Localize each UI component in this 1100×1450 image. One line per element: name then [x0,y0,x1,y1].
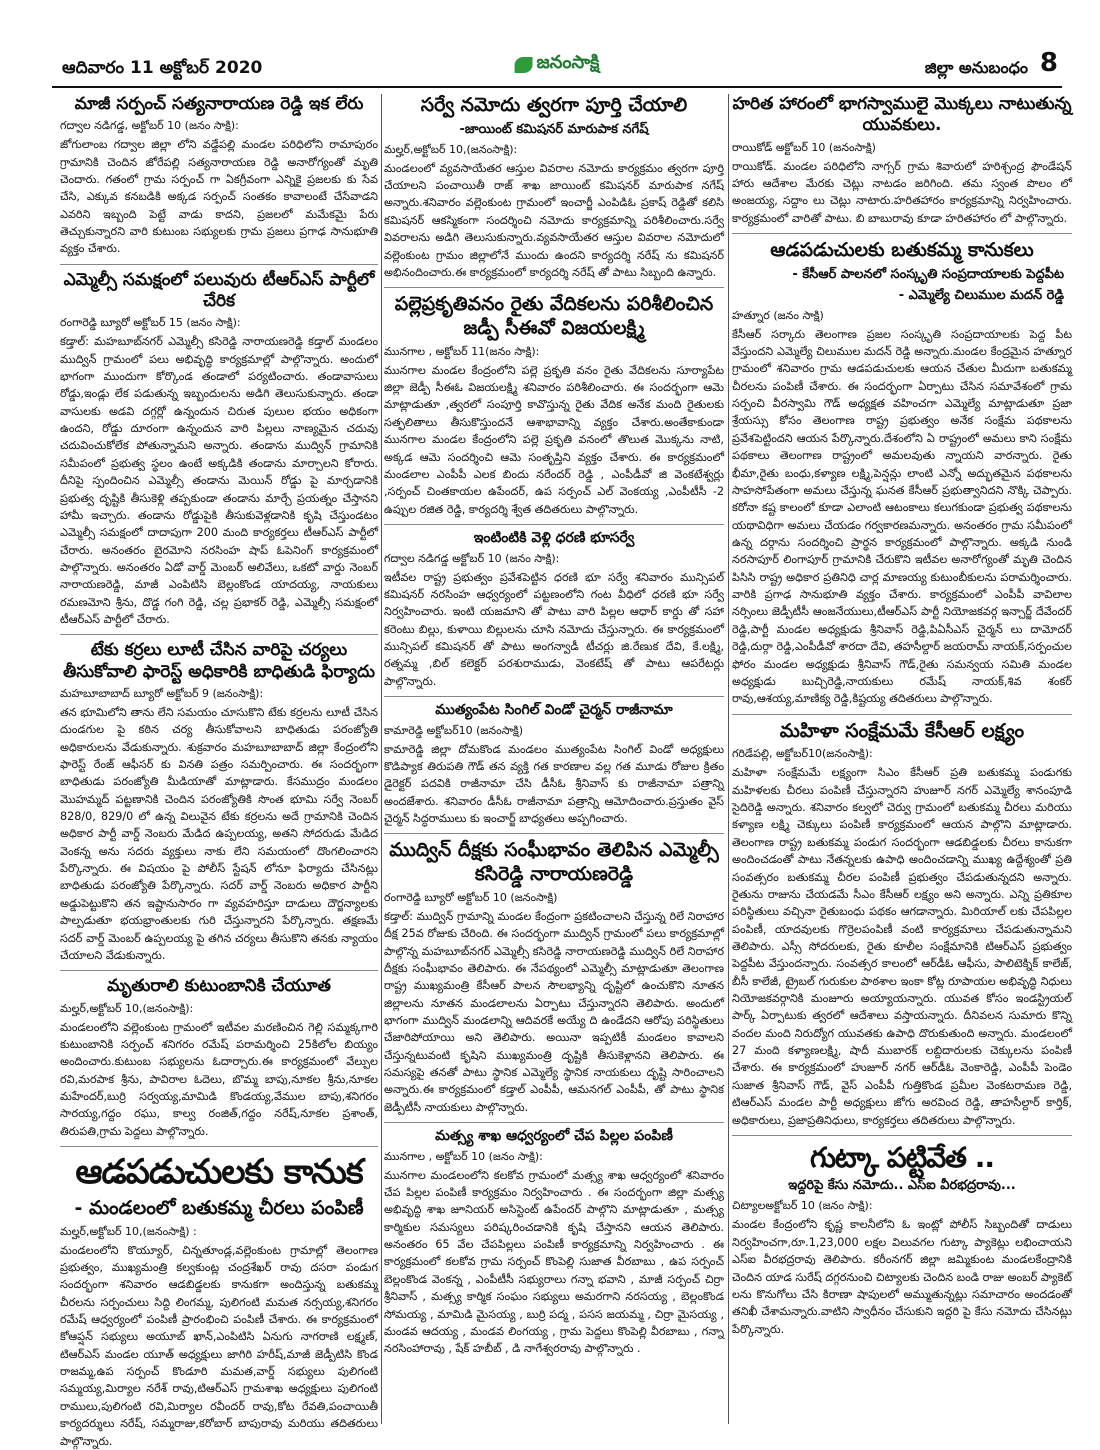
divider [384,1122,724,1123]
article-headline: గుట్కా పట్టివేత .. [810,1140,994,1174]
article-headline: మత్స్య శాఖ ఆధ్వర్యంలో చేప పిల్లల పంపిణీ [435,1128,673,1145]
article [732,239,1072,708]
article-headline: ఆడపడుచులకు కానుక [75,1152,363,1193]
leaf-icon [515,57,533,73]
article-dateline: గరిడేపల్లి, అక్టోబర్10(జనంసాక్షి): [732,747,873,761]
column-left [60,92,378,1448]
article [732,94,1072,227]
article [384,1128,724,1357]
header-rule [52,86,1062,88]
logo-text: జనంసాక్షి [536,52,600,73]
article-dateline: మల్హర్,అక్టోబర్ 10,(జనంసాక్షి): [60,1001,194,1015]
article-dateline: మల్హర్,అక్టోబర్ 10,(జనంసాక్షి): [384,142,518,156]
article [384,94,724,281]
article-body: మండలంలోని వల్లెంకుంట గ్రామంలో ఇటీవల మరణించిన గెల్లి సమ్మక్కగారి కుటుంబానికి సర్పంచ్ శనిగరం రమేష్ పరామర్శించి 25కిలోల బియ్యం అందించారు.కుటుంబ సభ్యులను ఓదార్చారు.ఈ కార్యక్రమంలో వేల్పుల రవి,మరపాక శ్రీను, పావిరాల ఓదెలు, బొమ్మ బాపు,నూకల శ్రీను,నూకల మహేందర్,బుర్రి సర్వయ్య,మామిడి కొండయ్య,వేముల బాపు,శనిగరం సారయ్య,గద్దం రఘు, కాల్వ రంజిత్,గద్దం నరేష్,నూకల ప్రశాంత్, తిరుపతి,గ్రామ పెద్దలు పాల్గొన్నారు. [60,1020,378,1138]
article [732,720,1072,1129]
column-right [732,92,1072,1432]
article-body: మునగాల మండల కేంద్రంలోని పల్లె ప్రకృతి వనం రైతు వేదికలను సూర్యాపేట జిల్లా జెడ్పీ సీఈఓ విజయలక్ష్మి శనివారం పరిశీలించారు. ఈ సందర్భంగా ఆమె మాట్లాడుతూ ,త్వరలో సంపూర్తి కావొస్తున్న రైతు వేదిక అనేక మంది రైతులకు సత్ఫలితాలు తీసుకొస్తుందనే ఆశాభావాన్ని వ్యక్తం చేశారు.అంతేకాకుండా మునగాల మండల కేంద్రంలోని పల్లె ప్రకృతి వనంలో తొలుత మొక్కను నాటి, అక్కడ ఆమె సందర్శించి ఆమె సంతృప్తిని వ్యక్తం చేశారు. ఈ కార్యక్రమంలో మండలాల ఎంపీపీ ఎలక బిందు నరేందర్ రెడ్డి , ఎంపీడీవో జి వెంకటేశ్వర్లు ,సర్పంచ్ చింతకాయల ఉపేందర్, ఉప సర్పంచ్ ఎల్ వెంకయ్య ,ఎంపీటీసీ -2 ఉప్పుల రజిత రెడ్డి, కార్యదర్శి శ్వేత తదితరులు పాల్గొన్నారు. [384,363,724,516]
article [732,1141,1072,1338]
article-dateline: మునగాల , అక్టోబర్ 10 (జనం సాక్షి): [384,1149,543,1163]
article-headline: ముద్విన్ దీక్షకు సంఘీభావం తెలిపిన ఎమ్మెల్సీ కసిరెడ్డి నారాయణరెడ్డి [389,839,719,886]
divider [732,1135,1072,1136]
article-headline: ఎమ్మెల్సీ సమక్షంలో పలువురు టీఆర్ఎస్ పార్టీలో చేరిక [63,269,375,312]
article-dateline: మునగాల , అక్టోబర్ 11(జనం సాక్షి): [384,344,540,358]
article-headline: ముత్యంపేట సింగిల్ విండో చైర్మన్ రాజీనామా [435,702,673,719]
article-body: మహిళా సంక్షేమమే లక్ష్యంగా సిఎం కేసీఆర్ ప్రతి బతుకమ్మ పండుగకు మహిళలకు చీరలు పంపిణీ చేస్తున్నారని హుజూర్ నగర్ ఎమ్మెల్యే శానంపూడి సైదిరెడ్డి అన్నారు. శనివారం కల్వలో చెర్వు గ్రామంలో బతుకమ్మ చీరలు మరియు కళ్యాణ లక్ష్మి చెక్కులు పంపిణీ కార్యక్రమంలో ఆయన పాల్గొని మాట్లాడారు. తెలంగాణ రాష్ట్ర బతుకమ్మ పండుగ సందర్భంగా ఆడబిడ్డలకు చీరలు కానుకగా అందించడంతో పాటు నేతన్నలకు ఉపాధి అందించడాన్ని ముఖ్య ఉద్దేశ్యంతో ప్రతి సంవత్సరం బతుకమ్మ చీరల పంపిణీ ప్రభుత్వం చేపడుతున్నదని అన్నారు. రైతును రాజును చేయడమే సీఎం కేసీఆర్ లక్ష్యం అని అన్నారు. ఎన్ని ప్రతికూల పరిస్థితులు వచ్చినా రైతుబంధు పథకం ఆగడాన్నారు. మిరియాల్ లకు చేపపిల్లల పంపిణీ, యాదవులకు గొర్రెలపంపిణీ వంటి కార్యక్రమాలు చేపడుతున్నామని తెలిపారు. ఎస్సీ సోదరులకు, రైతు కూలీల సంక్షేమానికి టిఆర్ఎస్ ప్రభుత్వం పెద్దపీట వేస్తుందన్నారు. సంవత్సర కాలంలో ఆర్‌డీఓ ఆఫీసు, పాలిటెక్నిక్ కాలేజ్, బీసీ కాలేజీ, ట్రైబల్ గురుకుల పాఠశాల ఇంకా కోట్ల రూపాయల అభివృద్ధి నిధులు నియోజకవర్గానికి మంజూరు అయ్యాయన్నారు. యువత కోసం ఇండస్ట్రియల్ పార్క్ ఏర్పాటుకు త్వరలో ఆదేశాలు వస్తాయన్నారు. దీనివలన సుమారు కొన్ని వందల మంది నిరుద్యోగ యువతకు ఉపాధి దొరుకుతుంది అన్నారు. మండలంలో 27 మంది కళ్యాణలక్ష్మి, షాదీ ముబారక్ లబ్దిదారులకు చెక్కులను పంపిణీ చేశారు. ఈ కార్యక్రమంలో హుజూర్ నగర్ ఆర్‌డీఓ వెంకారెడ్డి, ఎంపీపీ పెండెం సుజాత శ్రీనివాస్ గౌడ్, వైస్ ఎంపీపీ గుత్తికొండ ప్రమీల వెంకటరామణ రెడ్డి, టిఆర్ఎస్ మండల పార్టీ అధ్యక్షులు జోగు అరవింద రెడ్డి, తాహసీల్దార్ కార్తిక్, అధికారులు, ప్రజాప్రతినిధులు, కార్యకర్తలు తదితరులు పాల్గొన్నారు. [732,766,1072,1127]
article [384,530,724,690]
divider [732,233,1072,234]
divider [384,696,724,697]
page-header [52,44,1062,88]
article-headline: మహిళా సంక్షేమమే కేసీఆర్ లక్ష్యం [779,719,1025,742]
article [60,270,378,629]
divider [60,634,378,635]
article-dateline: రంగారెడ్డి బ్యూరో అక్టోబర్ 15 (జనం సాక్షి): [60,316,241,330]
article-headline: సర్వే నమోదు త్వరగా పూర్తి చేయాలి [420,94,688,116]
column-divider [381,94,382,1424]
page-number: 8 [1039,48,1058,78]
article-subhead: ఇద్దరిపై కేసు నమోదు.. ఎస్ఐ వీరభద్రరావు... [788,1178,1016,1194]
article [384,702,724,827]
article-body: కేసీఆర్ సర్కారు తెలంగాణ ప్రజల సంస్కృతి సంప్రదాయాలకు పెద్ద పీట వేస్తుందని ఎమ్మెల్యే చిలుముల మదన్ రెడ్డి అన్నారు.మండల కేంద్రమైన హత్నూర గ్రామంలో శనివారం గ్రామ ఆడపడుచులకు ఆయన చేతుల మీదుగా బతుకమ్మ చీరలను పంపిణీ చేశారు. ఈ సందర్భంగా ఏర్పాటు చేసిన సమావేశంలో గ్రామ సర్పంచి వీరస్వామి గౌడ్ అధ్యక్షత వహించగా ఎమ్మెల్యే మాట్లాడుతూ ప్రజా శ్రేయస్సు కోసం తెలంగాణ రాష్ట్ర ప్రభుత్వం అనేక సంక్షేమ పథకాలను ప్రవేశపెట్టిందని ఆయన పేర్కొన్నారు.దేశంలోని ఏ రాష్ట్రంలో అమలు కాని సంక్షేమ పథకాలు తెలంగాణ రాష్ట్రంలో అమలవుతు న్నాయని వారన్నారు. రైతు భీమా,రైతు బంధు,కళ్యాణ లక్ష్మి,పెన్షన్లు లాంటి ఎన్నో అద్భుతమైన పథకాలను సాహసోపేతంగా అమలు చేస్తున్న ఘనత కేసీఆర్ ప్రభుత్వానిదని నొక్కి చెప్పారు. కరోనా కష్ట కాలంలో కూడా ఎలాంటి ఆటంకాలు కలుగకుండా ప్రభుత్వ పథకాలను యథావిధిగా అమలు చేయడం గర్వకారణమన్నారు. అనంతరం గ్రామ సమీపంలో ఉన్న దర్గాను సందర్శించి ప్రార్థన కార్యక్రమంలో పాల్గొన్నారు. అక్కడి నుండి నరసాపూర్ లింగాపూర్ గ్రామానికి చేరుకొని ఇటీవల అనారోగ్యంతో మృతి చెందిన పిసిసి రాష్ట్ర అధికార ప్రతినిధి చార్ల మాణయ్య కుటుంబీకులను పరామర్శించారు. వారికి ప్రగాఢ సానుభూతి వ్యక్తం చేశారు. కార్యక్రమంలో ఎంపీపీ వావిలాల నర్సింలు జెడ్పీటీసీ ఆంజనేయులు,టీఆర్ఎస్ పార్టీ నియోజకవర్గ ఇన్చార్జ్ దేవేందర్ రెడ్డి,పార్టీ మండల అధ్యక్షుడు శ్రీనివాస్ రెడ్డి,పిఏసీఎస్ చైర్మన్ లు దామోదర్ రెడ్డి,దుర్గా రెడ్డి,ఎంపీడీవో శారదా దేవి, తహసీల్దార్ జయరామ్ నాయక్,సర్పంచుల ఫోరం మండల అధ్యక్షుడు శ్రీనివాస్ గౌడ్,రైతు సమన్వయ సమితి మండల అధ్యక్షుడు బుచ్చిరెడ్డి,నాయకులు రమేష్ నాయక్,శివ శంకర్ రావు,ఆశయ్య,మాణిక్య రెడ్డి,కిష్టయ్య తదితరులు పాల్గొన్నారు. [732,327,1072,706]
divider [384,287,724,288]
article-headline: హరిత హారంలో భాగస్వాములై మొక్కలు నాటుతున్న యువకులు. [732,94,1072,136]
article [60,94,378,258]
article [60,1152,378,1450]
section-name: జిల్లా అనుబంధం [924,58,1028,77]
article [384,839,724,1116]
article-body: మండల కేంద్రంలోని కృష్ణ కాలనీలోని ఓ ఇంట్లో పోలీస్ సిబ్బందితో దాడులు నిర్వహించగా,రూ.1,23,000 లక్షల విలువగల గుట్కా ప్యాకెట్లు లభించాయని ఎస్ఐ వీరభద్రరావు తెలిపారు. కరీంనగర్ జిల్లా జమ్మికుంట మండలకేంద్రానికి చెందిన యాడ సురేష్ దగ్గరనుంచి చిట్యాలకు చెందిన బండి రాజు అంబర్ ప్యాకెట్ లను కొనుగోలు చేసి కిరాణా షాపులలో అమ్ముతున్నట్లు సమాచారం అందడంతో తనిఖీ చేశామన్నారు.వాటిని స్వాధీనం చేసుకుని ఇద్దరి పై కేసు నమోదు చేసినట్లు పేర్కొన్నారు. [732,1218,1072,1336]
divider [60,264,378,265]
article-headline: టేకు కర్రలు లూటీ చేసిన వారిపై చర్యలు తీసుకోవాలి ఫారెస్ట్ అధికారికి బాధితుడి ఫిర్యాదు [63,640,375,682]
article-dateline: హత్నూర (జనం సాక్షి) [732,308,824,322]
masthead-logo [515,52,600,77]
article-dateline: రంగారెడ్డి బ్యూరో అక్టోబర్ 10 (జనంసాక్షి) [384,890,558,904]
article-body: తన భూమిలోని తాను లేని సమయం చూసుకొని టేకు కర్రలను లూటీ చేసిన దుండగుల పై కఠిన చర్య తీసుకోవాలని బాధితుడు పరంజ్యోతి అధికారులను వేడుకున్నారు. శుక్రవారం మహబూబాబాద్ జిల్లా కేంద్రంలోని ఫారెస్ట్ రేంజ్ ఆఫీసర్ కు వినతి పత్రం సమర్పించారు. ఈ సందర్భంగా బాధితుడు పరంజ్యోతి మీడియాతో మాట్లాడారు. కేసముద్రం మండలం మొహమ్మద్ పట్టణానికి చెందిన పరంజ్యోతికి సొంత భూమి సర్వే నెంబర్ 828/0, 829/0 లో ఉన్న విలువైన టేకు కర్రలను అదే గ్రామానికి చెందిన అధికార పార్టీ వార్డ్ నెంబరు మేడిద ఉప్పలయ్య, అతని సోదరుడు మేడిద వెంకన్న అను సదరు వ్యక్తులు నాకు లేని సమయంలో దొంగలించారని పేర్కొన్నారు. ఈ విషయం పై పోలీస్ స్టేషన్ లోనూ ఫిర్యాదు చేసినట్లు బాధితుడు పరంజ్యోతి పేర్కొన్నారు. సదర్ వార్డ్ నెంబరు అధికార పార్టీని అడ్డుపెట్టుకొని తన ఇష్టానుసారం గా వ్యవహరిస్తూ దాడులు దౌర్జన్యాలకు పాల్పడుతూ భయభ్రాంతులకు గురి చేస్తున్నారని పేర్కొన్నారు. తక్షణమే సదర్ వార్డ్ మెంబర్ ఉప్పలయ్య పై తగిన చర్యలు తీసుకొని తనకు న్యాయం చేయాలని వేడుకున్నారు. [60,705,378,962]
article-headline: ఇంటింటికి వెళ్లి ధరణి భూసర్వే [473,530,635,546]
article-body: మండలంలోని కొయ్యూర్, చిన్నతూండ్ల,వల్లెంకుంట గ్రామాల్లో తెలంగాణ ప్రభుత్వం, ముఖ్యమంత్రి కల్వకుంట్ల చంద్రశేఖర్ రావు దసరా పండుగ సందర్భంగా శనివారం ఆడబిడ్డలకు కానుకగా అందిస్తున్న బతుకమ్మ చీరలను సర్పంచులు సిద్ది లింగమ్మ, పులిగంటి మమత నర్సయ్య,శనిగరం రమేష్ ఆధ్వర్యంలో పంపిణీ ప్రారంభించి పంపిణీ చేశారు. ఈ కార్యక్రమంలో కోఆప్షన్ సభ్యులు అయూబ్ ఖాన్,ఎంపిటిసి ఏనుగు నాగరాణి లక్ష్మణ్, టిఆర్ఎస్ మండల యూత్ అధ్యక్షులు జాగిరి హరీష్,మాజీ జెడ్పీటిసి కొండ రాజమ్మ,ఉప సర్పంచ్ కొండూరి మమత,వార్డ్ సభ్యులు పులిగంటి సమ్మయ్య,మిర్యాల నరేశ్ రావు,టిఆర్ఎస్ గ్రామశాఖ అధ్యక్షులు పులిగంటి రాములు,పులిగంటి రవి,మిర్యాల రవీందర్ రావు,కోట రేవతి,పంచాయితీ కార్యదర్శులు నరేష్, సమ్మరాజు,కరోబార్ బాపురావు మరియు తదితరులు పాల్గొన్నారు. [60,1243,378,1448]
article-dateline: రాయికోడ్ అక్టోబర్ 10 (జనంసాక్షి) [732,140,876,154]
divider [60,1146,378,1147]
column-middle [384,92,724,1432]
article-headline: పల్లెప్రకృతివనం రైతు వేదికలను పరిశీలించిన జడ్పీ సీఈవో విజయలక్ష్మి [394,293,714,340]
divider [60,970,378,971]
divider [384,524,724,525]
divider [384,833,724,834]
article-body: కడ్తాల్: ముద్విన్ గ్రామాన్ని మండల కేంద్రంగా ప్రకటించాలని చేస్తున్న రిలే నిరాహార దీక్ష 25వ రోజుకు చేరింది. ఈ సందర్భంగా ముద్విన్ గ్రామంలో పలు కార్యక్రమాల్లో పాల్గొన్న మహబూబ్‌నగర్ ఎమ్మెల్సీ కసిరెడ్డి నారాయణరెడ్డి ముద్విన్ రిలే నిరాహార దీక్షకు సంఘీభావం తెలిపారు. ఈ నేపథ్యంలో ఎమ్మెల్సీ మాట్లాడుతూ తెలంగాణ రాష్ట్ర ముఖ్యమంత్రి కేసీఆర్ పాలన సౌలభ్యాన్ని దృష్టిలో ఉంచుకొని నూతన జిల్లాలను నూతన మండలాలను ఏర్పాటు చేస్తున్నారని తెలిపారు. అందులో భాగంగా ముద్విన్ మండలాన్ని ఆదివరకే అయ్యే ది ఉండేదని ఆరోపు పరిస్థితులు చేజారిపోయాయి అని తెలిపారు. అయినా ఇప్పటికీ మండలం కావాలని చేస్తున్నటువంటి కృషిని ముఖ్యమంత్రి దృష్టికి తీసుకెళ్లానని తెలిపారు. ఈ సమస్యపై తనతో పాటు స్థానిక ఎమ్మెల్యే స్థానిక నాయకులు దృష్టి సారించాలని అన్నారు.ఈ కార్యక్రమంలో కడ్తాల్ ఎంపీపీ, ఆమనగల్ ఎంపీపీ, తో పాటు స్థానిక జెడ్పీటీసీ నాయకులు పాల్గొన్నారు. [384,909,724,1114]
divider [732,714,1072,715]
article-dateline: కామారెడ్డి అక్టోబర్10 (జనంసాక్షి) [384,723,524,737]
article-dateline: మహబూబాబాద్ బ్యూరో అక్టోబర్ 9 (జనంసాక్షి): [60,686,264,700]
article-body: రాయికోడ్. మండల పరిధిలోని నాగ్సర్ గ్రామ శివారులో హరిశ్చంద్ర ఫౌండేషన్ హారు ఆదేశాల మేరకు చెట్లు నాటడం జరిగింది. తమ స్వంత పొలం లో అంజయ్య, సద్దాం లు చెట్లు నాటారు.హరితహారం కార్యక్రమాన్ని నిర్వహించారు. కార్యక్రమంలో వారితో పాటు. బి బాబురావు కూడా హరితహారం లో పాల్గొన్నారు. [732,159,1072,225]
edition-date: ఆదివారం 11 అక్టోబర్ 2020 [62,58,263,78]
article-dateline: మల్హర్,అక్టోబర్ 10,(జనంసాక్షి) : [60,1224,197,1238]
article [384,293,724,518]
article-body: కడ్తాల్: మహబూబ్‌నగర్ ఎమ్మెల్సీ కసిరెడ్డి నారాయణరెడ్డి కడ్తాల్ మండలం ముద్విన్ గ్రామంలో పలు అభివృద్ధి కార్యక్రమాల్లో పాల్గొన్నారు. అందులో భాగంగా ముందుగా కోర్కొండ తండాలో పర్యటించారు. తండావాసులు రోడ్డు,ఇండ్లు లేక పడుతున్న ఇబ్బందులను అడిగి తెలుసుకున్నారు. తండా వాసులకు అడవి దగ్గర్లో ఉన్నందున చిరుత పులుల భయం అధికంగా ఉందని, రోడ్డు దూరంగా ఉన్నందున వారి పిల్లలు నాణ్యమైన చదువు చదువించుకోలేక పోతున్నామని అన్నారు. తండాను ముద్విన్ గ్రామానికి సమీపంలో ప్రభుత్వ స్థలం ఉంటే అక్కడికి తండాను మార్చాలని కోరారు. దీనిపై స్పందించిన ఎమ్మెల్సీ తండాను మెయిన్ రోడ్డు పై మార్చడానికి ప్రభుత్వ దృష్టికి తీసుకెళ్లి తప్పకుండా తండాను మార్చే ప్రయత్నం చేస్తానని హామీ ఇచ్చారు. తండాను రోడ్డుపైకి తీసుకువెళ్లడానికి కృషి చేస్తుండటం ఎమ్మెల్సీ సమక్షంలో దాదాపుగా 200 మంది కార్యకర్తలు టీఆర్ఎస్ పార్టీలో చేరారు. అనంతరం బైరమోని నరసింహ షాప్ ఓపెనింగ్ కార్యక్రమంలో పాల్గొన్నారు. అనంతరం ఏడో వార్డ్ మెంబర్ అలివేలు, ఒకటో వార్డు నెంబర్ నారాయణరెడ్డి, మాజీ ఎంపిటిసి బెల్లంకొండ యాదయ్య, నాయకులు రమణమోని శ్రీను, దొడ్డ గంగి రెడ్డి, చల్ల ప్రభాకర్ రెడ్డి, ఎమ్మెల్సీ సమక్షంలో టీఆర్ఎస్ పార్టీలో చేరారు. [60,335,378,627]
article-subhead: - కేసీఆర్ పాలనలో సంస్కృతి సంప్రదాయాలకు పెద్దపీట [792,266,1064,282]
article-subhead: - ఎమ్మెల్యే చిలుముల మదన్ రెడ్డి [898,287,1064,303]
article-body: మునగాల మండలంలోని కలకోవ గ్రామంలో మత్స్య శాఖ ఆధ్వర్యంలో శనివారం చేప పిల్లల పంపిణీ కార్యక్రమం నిర్వహించారు . ఈ సందర్భంగా జిల్లా మత్స్య అభివృద్ధి శాఖ జూనియర్ అసిస్టెంట్ ఉపేందర్ పాల్గొని మాట్లాడుతూ , మత్స్య కార్మికుల సమస్యలు పరిష్కరించడానికి కృషి చేస్తానని ఆయన తెలిపారు. అనంతరం 65 వేల చేపపిల్లలు పంపిణీ కార్యక్రమాన్ని నిర్వహించారు . ఈ కార్యక్రమంలో కలకోవ గ్రామ సర్పంచ్ కొంపెల్లి సుజాత వీరబాబు , ఉప సర్పంచ్ బెల్లంకొండ వెంకన్న , ఎంపీటీసీ సభ్యురాలు గన్నా భవాని , మాజీ సర్పంచ్ చిర్రా శ్రీనివాస్ , మత్స్య కార్మిక సంఘం సభ్యులు అమరగాని నరసయ్య , బెల్లంకొండ సోమయ్య , మామిడి మైసయ్య , బుర్రి పద్మ , పసస జయమ్మ , చిర్రా మైసయ్య , మండవ ఆదయ్య , మండవ లింగయ్య , గ్రామ పెద్దలు కొంపెల్లి వీరబాబు , గన్నా నరసింహారావు , షేక్ హబీబ్ , డి నాగేశ్వరరావు పాల్గొన్నారు . [384,1168,724,1356]
article-headline: ఆడపడుచులకు బతుకమ్మ కానుకలు [770,238,1034,261]
article [60,976,378,1140]
article-subhead: -జాయింట్ కమిషనర్ మారుపాక నగేష్ [459,121,649,137]
article-body: జోగులాంబ గద్వాల జిల్లా లోని వడ్డేపల్లి మండల పరిధిలోని రామాపురం గ్రామానికి చెందిన జోరేపల్లి సత్యనారాయణ రెడ్డి అనారోగ్యంతో మృతి చెందారు. గతంలో గ్రామ సర్పంచ్ గా ఏకగ్రీవంగా ఎన్నికై ప్రజలకు కు సేవ చేసి, ఎక్కువ కనబడికి అక్కడ సర్పంచ్ సంతకం కావాలంటే చేసేవాడని ఎవరిని ఇబ్బంది పెట్టే వాడు కాదని, ప్రజలలో మమేకమై పేరు తెచ్చుకున్నారని వారి కుటుంబ సభ్యులకు గ్రామ ప్రజలు ప్రగాఢ సానుభూతి వ్యక్తం చేశారు. [60,138,378,256]
article-subhead: - మండలంలో బతుకమ్మ చీరలు పంపిణీ [74,1196,364,1219]
article [60,640,378,964]
article-body: మండలంలో వ్యవసాయేతర ఆస్తుల వివరాల నమోదు కార్యక్రమం త్వరగా పూర్తి చేయాలని పంచాయితీ రాజ్ శాఖ జాయింట్ కమిషనర్ మారుపాక నగేష్ అన్నారు.శనివారం వల్లెంకుంట గ్రామంలో ఇంచార్జీ ఎంపిడిఓ ప్రకాష్ రెడ్డితో కలిసి కమిషనర్ ఆకస్మికంగా సందర్శించి నమోదు కార్యక్రమాన్ని పరిశీలించారు.సర్వే వివరాలను అడిగి తెలుసుకున్నారు.వ్యవసాయేతర ఆస్తుల వివరాల నమోదులో వల్లెంకుంట గ్రామం జిల్లాలోనే ముందు ఉందని కార్యదర్శి నరేష్ ను కమిషనర్ అభినందించారు.ఈ కార్యక్రమంలో కార్యదర్శి నరేష్ తో పాటు సిబ్బంది ఉన్నారు. [384,161,724,279]
article-dateline: గద్వాల నడిగడ్డ, అక్టోబర్ 10 (జనం సాక్షి): [60,119,239,133]
column-divider [728,94,729,1424]
article-dateline: గద్వాల నడిగడ్డ అక్టోబర్ 10 (జనం సాక్షి): [384,551,560,565]
article-dateline: చిట్యాలఅక్టోబర్ 10 (జనం సాక్షి): [732,1199,873,1213]
article-body: ఇటీవల రాష్ట్ర ప్రభుత్వం ప్రవేశపెట్టిన ధరణి భూ సర్వే శనివారం మున్సిపల్ కమిషనర్ నరసింహ ఆధ్వర్యంలో పట్టణంలోని గంట వీధిలో ధరణి భూ సర్వే నిర్వహించారు. ఇంటి యజమాని తో పాటు వారి పిల్లల ఆధార్ కార్డు తో సహా కరెంటు బిల్లు, కుళాయి బిల్లులను చూసి నమోదు చేస్తున్నారు. ఈ కార్యక్రమంలో మున్సిపల్ కమిషనర్ తో పాటు అంగన్వాడీ టీచర్లు జి.రేణుక దేవి, కే.లక్ష్మి, రత్నమ్మ ,బిల్ కలెక్టర్ పరశురాముడు, వెంకటేష్ తో పాటు ఆపరేటర్లు పాల్గొన్నారు. [384,570,724,688]
article-headline: మాజీ సర్పంచ్ సత్యనారాయణ రెడ్డి ఇక లేరు [74,94,364,114]
article-body: కామారెడ్డి జిల్లా దోమకొండ మండలం ముత్యంపేట సింగిల్ విండో అధ్యక్షులు కొడిప్యాక తిరుపతి గౌడ్ తన వ్యక్తి గత కారణాల వల్ల గత మూడు రోజుల క్రితం డైరెక్టర్ పదవికి రాజీనామా చేసి డీసీఓ శ్రీనివాస్ కు రాజీనామా పత్రాన్ని అందజేశారు. శనివారం డీసీఓ రాజీనామా పత్రాన్ని ఆమోదించారు.ప్రస్తుతం వైస్ చైర్మన్ సిద్ధరాములు కు ఇంచార్జ్ బాధ్యతలు అప్పగించారు. [384,742,724,825]
article-headline: మృతురాలి కుటుంబానికి చేయూత [107,976,331,997]
